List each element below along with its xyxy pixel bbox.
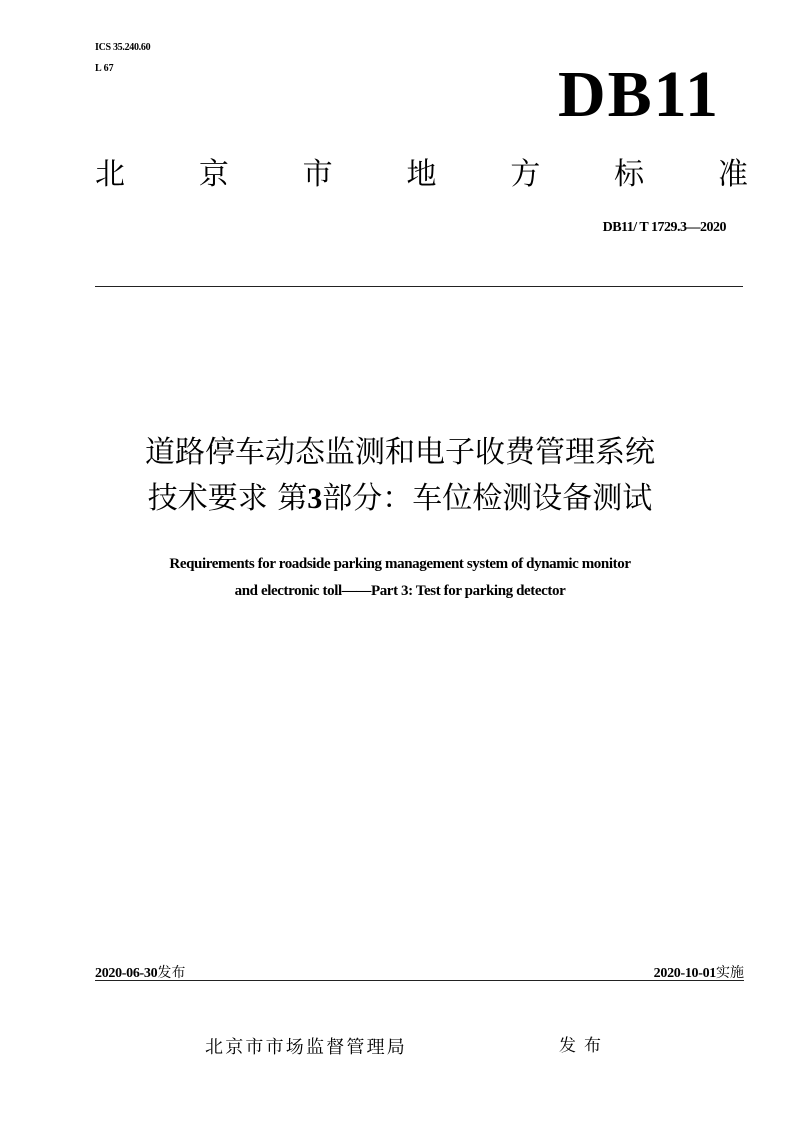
title-part-prefix: 技术要求 第 [147,481,308,516]
ccs-code: L 67 [95,63,114,74]
chinese-title-line-1: 道路停车动态监测和电子收费管理系统 [145,435,655,470]
category-char: 京 [198,157,229,192]
ics-code: ICS 35.240.60 [95,42,151,53]
category-char: 地 [406,157,437,192]
issue-date-label: 发布 [157,965,186,981]
publish-label: 发布 [559,1036,609,1056]
implementation-date-label: 实施 [716,965,744,981]
implementation-date-value: 2020-10-01 [653,966,716,981]
title-part-number: 3 [307,482,323,515]
db11-logo: DB11 [557,58,720,131]
title-part-suffix: 部分：车位检测设备测试 [322,481,653,516]
chinese-title [0,430,800,522]
issue-date-value: 2020-06-30 [95,966,158,981]
implementation-date [654,962,744,982]
english-title-line-1: Requirements for roadside parking management system of dynamic monitor [169,556,631,572]
english-title-line-2: and electronic toll——Part 3: Test for parking detector [234,583,566,599]
standard-category [95,150,748,200]
category-char: 方 [510,157,541,192]
category-char: 北 [95,157,125,192]
issue-date [95,962,185,982]
chinese-title-line-2 [0,476,800,522]
english-title [40,551,760,605]
standard-number: DB11/ T 1729.3—2020 [602,220,726,235]
category-char: 准 [717,157,748,192]
top-divider [95,286,743,287]
category-char: 市 [302,157,333,192]
bottom-divider [95,980,744,981]
category-char: 标 [614,157,645,192]
issuing-authority: 北京市市场监督管理局 [205,1037,407,1058]
